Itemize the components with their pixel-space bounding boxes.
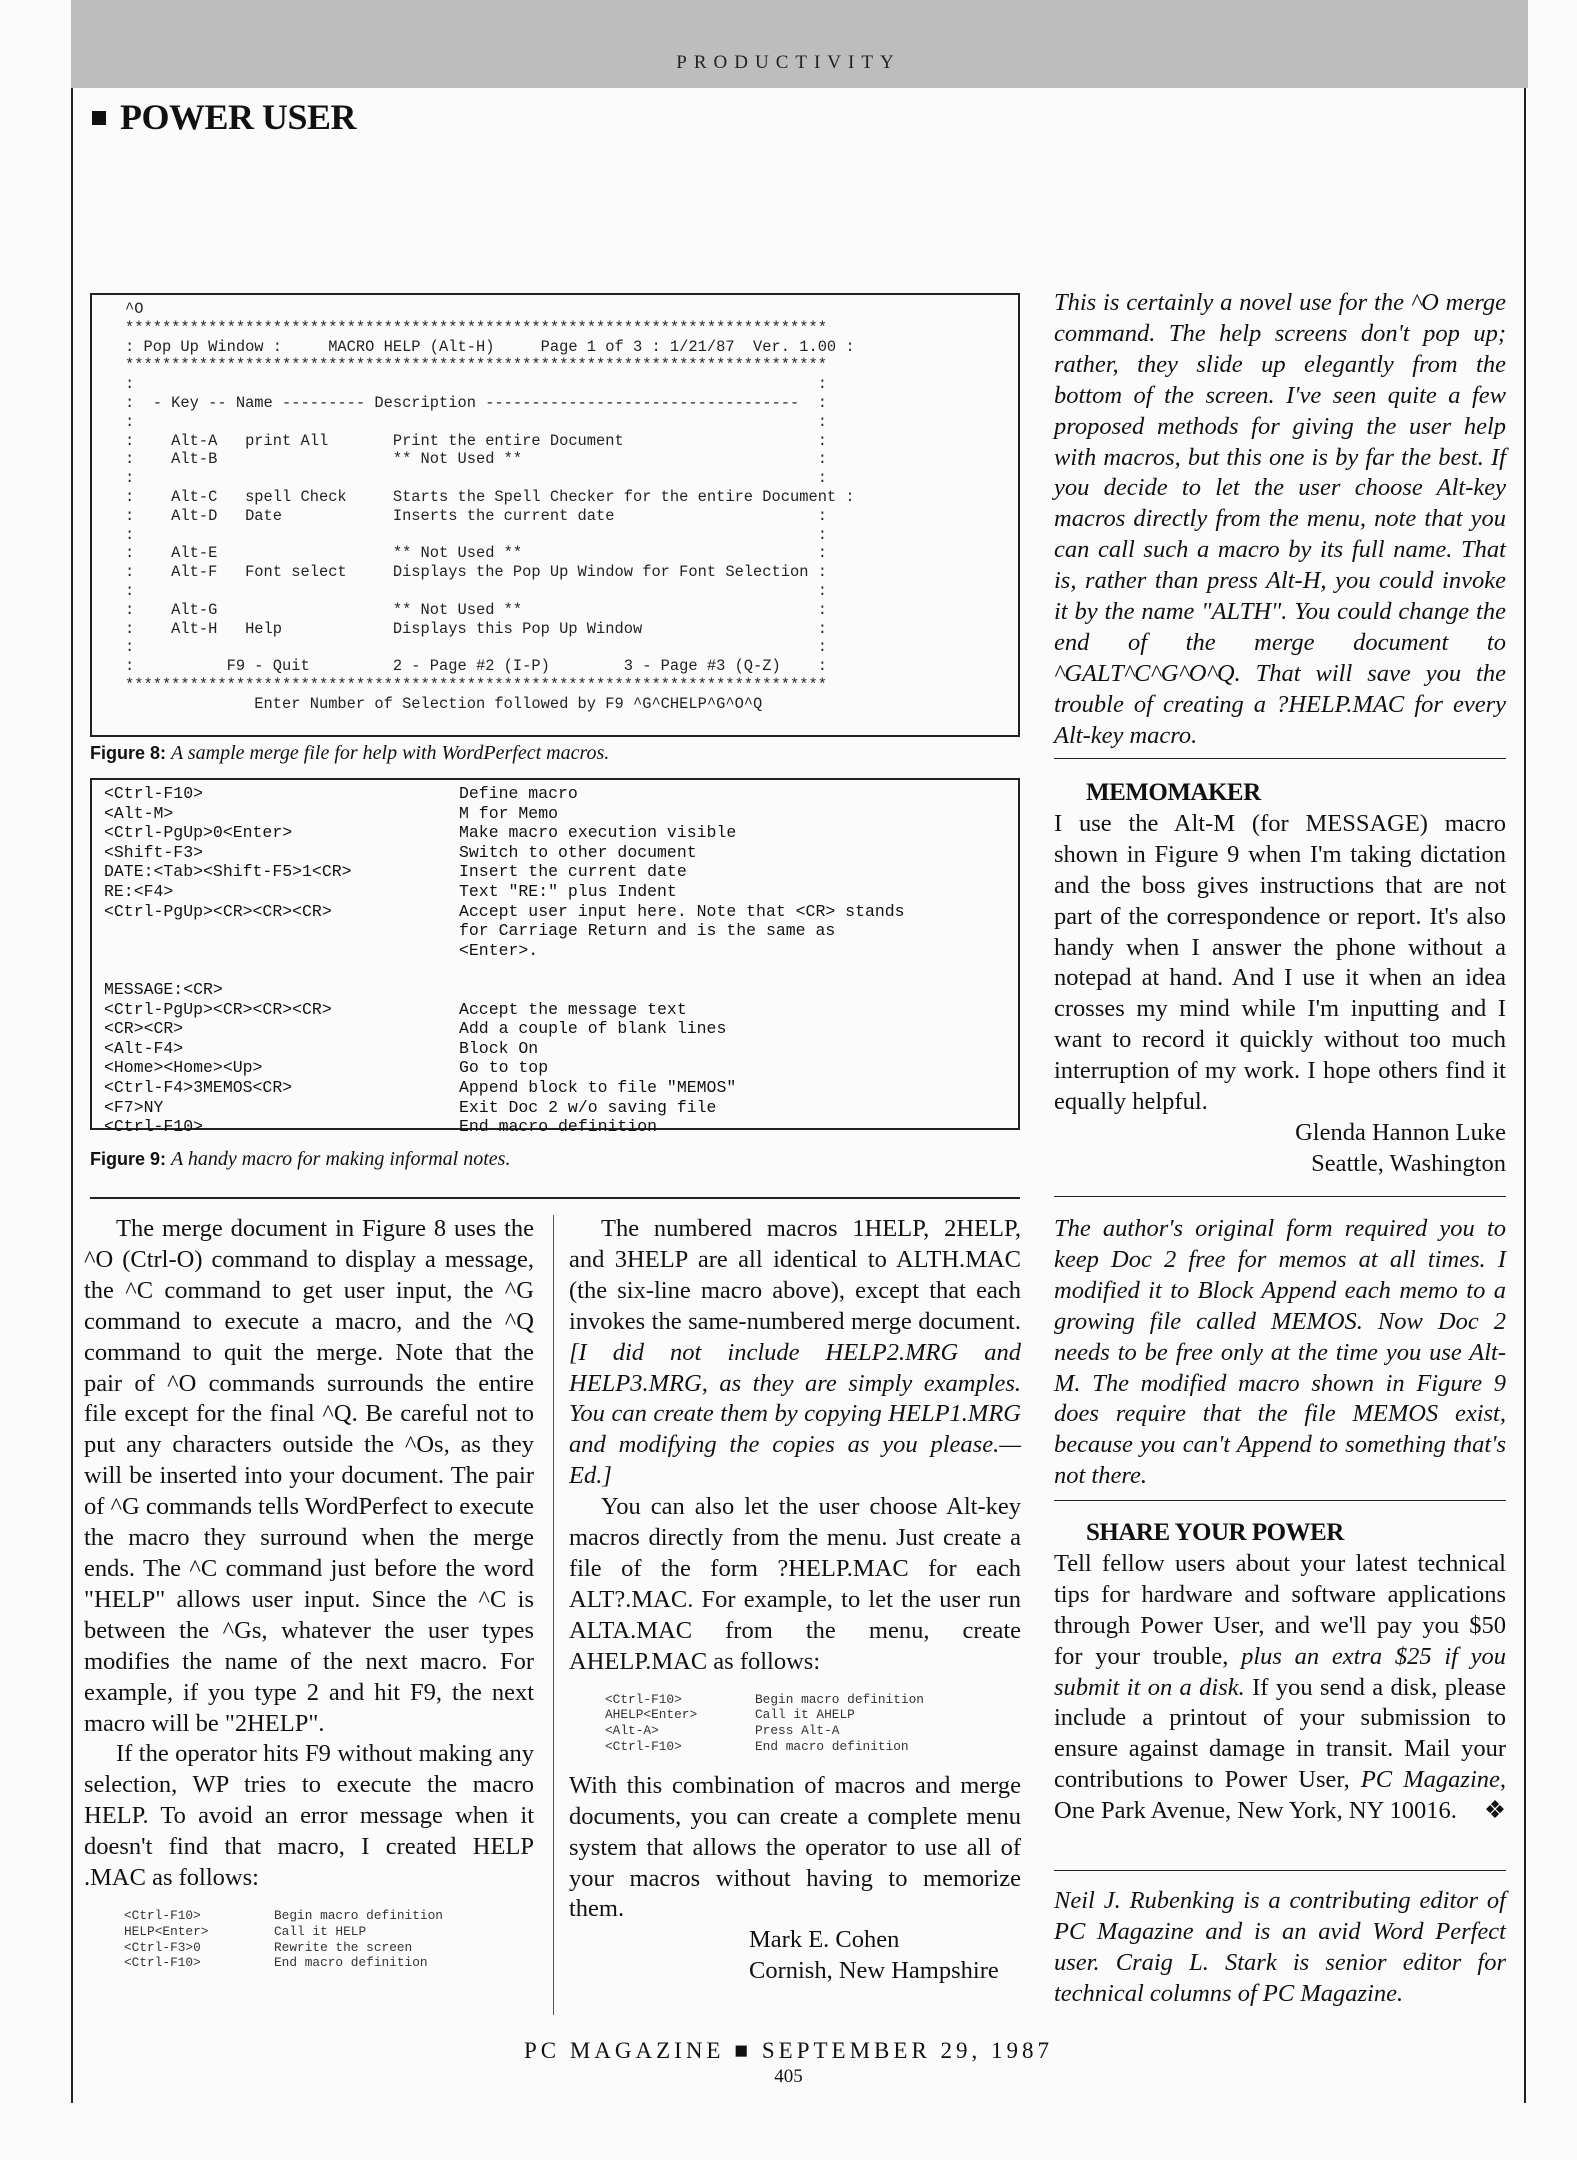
right-rule-1 (1054, 758, 1506, 759)
figure9-description: End macro definition (459, 1117, 658, 1137)
figure8-line: : Pop Up Window : MACRO HELP (Alt-H) Page 1 of 3 : 1/21/87 Ver. 1.00 : (125, 337, 855, 356)
col1-macro-key: <Ctrl-F3>0 (124, 1939, 201, 1955)
figure9-row (104, 882, 1009, 902)
figure8-line: : : (125, 469, 827, 488)
figure9-key: <Ctrl-F10> (104, 784, 204, 803)
col1-macro-key: <Ctrl-F10> (124, 1907, 201, 1923)
column-divider (553, 1215, 554, 2015)
figure9-row (104, 862, 1009, 882)
figure8-line: : Alt-C spell Check Starts the Spell Checker for the entire Document : (125, 487, 855, 506)
figure8-line: : F9 - Quit 2 - Page #2 (I-P) 3 - Page #3 (Q-Z) : (125, 657, 827, 676)
author-bio: Neil J. Rubenking is a contributing editor of PC Magazine and is an avid Word Perfect user. Craig L. Stark is senior editor for technical columns of PC Magazine. (1054, 1887, 1506, 2007)
col1-macro-row (124, 1924, 524, 1940)
right-rule (1524, 88, 1526, 2103)
figure9-row (104, 1019, 1009, 1039)
figure9-description: Insert the current date (459, 862, 687, 882)
figure9-key: <Ctrl-PgUp><CR><CR><CR> (104, 901, 332, 921)
figure9-row (104, 843, 1009, 863)
figure9-row (104, 1117, 1009, 1137)
col2-macro-description: Call it AHELP (755, 1707, 855, 1723)
right-rule-4 (1054, 1870, 1506, 1871)
figure9-key: <Home><Home><Up> (104, 1058, 263, 1078)
figure9-row (104, 1000, 1009, 1020)
editor-note-figure8: This is certainly a novel use for the ^O merge command. The help screens don't pop up; rather, they slide up elegantly from the bottom of the screen. I've seen quite a few proposed methods for giving the user help with macros, but this one is by far the best. If you decide to let the user choose Alt-key macros directly from the menu, note that you can call such a macro by its full name. That is, rather than press Alt-H, you could invoke it by the name "ALTH". You could change the end of the merge document to ^GALT^C^G^O^Q. That will save you the trouble of creating a ?HELP.MAC for every Alt-key macro. (1054, 289, 1506, 749)
figure9-description: Add a couple of blank lines (459, 1019, 727, 1039)
figure8-line: : Alt-G ** Not Used ** : (125, 600, 827, 619)
figure9-description: Accept user input here. Note that <CR> stands (459, 901, 905, 921)
header-band (71, 0, 1528, 88)
col2-paragraph-1: The numbered macros 1HELP, 2HELP, and 3HELP are all identical to ALTH.MAC (the six-line macro above), except that each invokes the same-numbered merge document. [I did not include HELP2.MRG and HELP3.MRG, as they are simply examples. You can create them by copying HELP1.MRG and modifying the copies as you please.—Ed.] (569, 1215, 1021, 1490)
col2-macro-description: Press Alt-A (755, 1723, 840, 1739)
figure9-description: <Enter>. (459, 940, 539, 960)
col1-paragraph-1: The merge document in Figure 8 uses the ^O (Ctrl-O) command to display a message, the ^C command to get user input, the ^G command to execute a macro, and the ^Q command to quit the merge. Note that the pair of ^O commands surrounds the entire file except for the final ^Q. Be careful not to put any characters outside the ^Os, as they will be inserted into your document. The pair of ^G commands tells WordPerfect to execute the macro they surround when the merge ends. The ^C command just before the word "HELP" allows user input. Since the ^C is between the ^Gs, whatever the user types modifies the name of the next macro. For example, if you type 2 and hit F9, the next macro will be "2HELP". (84, 1215, 534, 1737)
figure9-row (104, 1058, 1009, 1078)
memomaker-location: Seattle, Washington (1311, 1149, 1506, 1177)
figure9-row (104, 823, 1009, 843)
figure8-line: : Alt-A print All Print the entire Document : (125, 431, 827, 450)
memomaker-heading: MEMOMAKER (1086, 779, 1261, 806)
figure8-line: **************************************************************************** (125, 318, 827, 337)
bio-section (1054, 1886, 1506, 2010)
col2-macro-key: AHELP<Enter> (605, 1707, 698, 1723)
col1-macro-row (124, 1955, 524, 1971)
figure9-row (104, 960, 1009, 980)
column-2 (569, 1214, 1021, 1987)
col2-macro-row (605, 1707, 1005, 1723)
column-3 (1054, 288, 1506, 752)
figure9-key: DATE:<Tab><Shift-F5>1<CR> (104, 862, 352, 882)
figure9-description: Define macro (459, 784, 578, 803)
figure8-line: : - Key -- Name --------- Description ---------------------------------- : (125, 393, 827, 412)
figure9-description: Text "RE:" plus Indent (459, 881, 677, 901)
figure9-table (104, 784, 1009, 1137)
figure9-key: <F7>NY (104, 1097, 164, 1117)
col2-macro-key: <Ctrl-F10> (605, 1691, 682, 1707)
figure8-line: : : (125, 638, 827, 657)
figure8-line: ^O (125, 300, 144, 318)
right-rule-2 (1054, 1196, 1506, 1197)
figure8-line: : : (125, 412, 827, 431)
figure9-description: Make macro execution visible (459, 823, 737, 843)
figure8-line: : : (125, 525, 827, 544)
figure9-description: for Carriage Return and is the same as (459, 921, 836, 941)
figure9-key: <Shift-F3> (104, 842, 204, 862)
col2-macro-row (605, 1692, 1005, 1708)
memomaker-section (1054, 778, 1506, 1180)
figure9-key: <Alt-F4> (104, 1038, 184, 1058)
figure9-key: <Ctrl-F4>3MEMOS<CR> (104, 1077, 293, 1097)
col2-macro-key: <Alt-A> (605, 1723, 659, 1739)
figure9-key: <Ctrl-PgUp>0<Enter> (104, 823, 293, 843)
col2-macro-description: Begin macro definition (755, 1691, 924, 1707)
figure9-caption: Figure 9: A handy macro for making informal notes. (90, 1148, 511, 1170)
figure8-line: **************************************************************************** (125, 356, 827, 375)
figure8-line: : Alt-F Font select Displays the Pop Up Window for Font Selection : (125, 563, 827, 582)
col1-macro-row (124, 1940, 524, 1956)
figure8-line: : Alt-B ** Not Used ** : (125, 450, 827, 469)
col2-macro (605, 1692, 1005, 1755)
figure9-description: M for Memo (459, 803, 559, 823)
figure9-row (104, 921, 1009, 941)
figure8-line: : : (125, 375, 827, 394)
figure8-line: **************************************************************************** (125, 675, 827, 694)
figure9-key: <Ctrl-F10> (104, 1117, 204, 1137)
figure9-description: Accept the message text (459, 999, 687, 1019)
share-section (1054, 1518, 1506, 1827)
figure9-key: <Alt-M> (104, 803, 174, 823)
col1-macro-description: Begin macro definition (274, 1907, 443, 1923)
figure9-description: Go to top (459, 1058, 549, 1078)
figure9-description: Exit Doc 2 w/o saving file (459, 1097, 717, 1117)
col1-paragraph-2: If the operator hits F9 without making any selection, WP tries to execute the macro HELP. To avoid an error message when it doesn't find that macro, I created HELP .MAC as follows: (84, 1740, 534, 1892)
figure9-description: Switch to other document (459, 842, 697, 862)
bullet-square-icon (92, 111, 106, 125)
col1-macro-description: Rewrite the screen (274, 1939, 413, 1955)
figure9-key: <Ctrl-PgUp><CR><CR><CR> (104, 999, 332, 1019)
figure8-line: : : (125, 581, 827, 600)
figure9-row (104, 1078, 1009, 1098)
figure9-description: Append block to file "MEMOS" (459, 1077, 737, 1097)
col2-macro-row (605, 1723, 1005, 1739)
figure9-key: RE:<F4> (104, 881, 174, 901)
figure9-row (104, 941, 1009, 961)
col2-macro-row (605, 1739, 1005, 1755)
col1-macro-key: <Ctrl-F10> (124, 1955, 201, 1971)
figure9-row (104, 1098, 1009, 1118)
col2-paragraph-2: You can also let the user choose Alt-key macros directly from the menu. Just create a file of the form ?HELP.MAC for each ALT?.MAC. For example, to let the user run ALTA.MAC from the menu, create AHELP.MAC as follows: (569, 1493, 1021, 1675)
figure8-line: : Alt-H Help Displays this Pop Up Window : (125, 619, 827, 638)
figure9-key: <CR><CR> (104, 1019, 184, 1039)
col2-macro-description: End macro definition (755, 1738, 909, 1754)
col2-location: Cornish, New Hampshire (749, 1957, 999, 1985)
right-rule-3 (1054, 1500, 1506, 1501)
figure9-row (104, 784, 1009, 804)
share-body: Tell fellow users about your latest technical tips for hardware and software applications through Power User, and we'll pay you $50 for your trouble, plus an extra $25 if you submit it on a disk. If you send a disk, please include a printout of your submission to ensure against damage in transit. Mail your contributions to Power User, PC Magazine, One Park Avenue, New York, NY 10016. ❖ (1054, 1549, 1506, 1827)
figure8-line: : Alt-D Date Inserts the current date : (125, 506, 827, 525)
memomaker-editor-note: The author's original form required you to keep Doc 2 free for memos at all times. I modified it to Block Append each memo to a growing file called MEMOS. Now Doc 2 needs to be free only at the time you use Alt-M. The modified macro shown in Figure 9 does require that the file MEMOS exist, because you can't Append to something that's not there. (1054, 1215, 1506, 1490)
col1-macro-key: HELP<Enter> (124, 1923, 209, 1939)
figure9-description: Block On (459, 1038, 539, 1058)
department-title: POWER USER (92, 96, 356, 138)
figure9-row (104, 980, 1009, 1000)
section-label: PRODUCTIVITY (676, 52, 901, 73)
col2-author: Mark E. Cohen (749, 1926, 900, 1954)
figure9-row (104, 804, 1009, 824)
figure9-key: MESSAGE:<CR> (104, 979, 223, 999)
figure8-screen (125, 300, 855, 714)
col1-macro (124, 1908, 524, 1971)
figures-bottom-rule (90, 1197, 1020, 1199)
memomaker-body: I use the Alt-M (for MESSAGE) macro shown in Figure 9 when I'm taking dictation and the boss gives instructions that are not part of the correspondence or report. It's also handy when I answer the phone without a notepad at hand. And I use it when an idea crosses my mind while I'm inputting and I want to record it quickly without too much interruption of my work. I hope others find it equally helpful. (1054, 809, 1506, 1116)
col2-macro-key: <Ctrl-F10> (605, 1738, 682, 1754)
page-number: 405 (774, 2066, 803, 2087)
column-1 (84, 1214, 534, 1971)
figure8-caption: Figure 8: A sample merge file for help with WordPerfect macros. (90, 742, 610, 764)
col1-macro-row (124, 1908, 524, 1924)
end-mark-icon: ❖ (1484, 1797, 1506, 1825)
col1-macro-description: End macro definition (274, 1955, 428, 1971)
col2-paragraph-3: With this combination of macros and merge documents, you can create a complete menu system that allows the operator to use all of your macros without having to memorize them. (569, 1771, 1021, 1923)
share-heading: SHARE YOUR POWER (1086, 1519, 1344, 1546)
col1-macro-description: Call it HELP (274, 1923, 367, 1939)
figure8-line: : Alt-E ** Not Used ** : (125, 544, 827, 563)
figure9-row (104, 1039, 1009, 1059)
footer-line: PC MAGAZINE ■ SEPTEMBER 29, 1987 (523, 2038, 1054, 2063)
left-rule (71, 88, 73, 2103)
figure9-row (104, 902, 1009, 922)
memomaker-author: Glenda Hannon Luke (1295, 1118, 1506, 1146)
figure8-line: Enter Number of Selection followed by F9 ^G^CHELP^G^O^Q (125, 694, 763, 713)
